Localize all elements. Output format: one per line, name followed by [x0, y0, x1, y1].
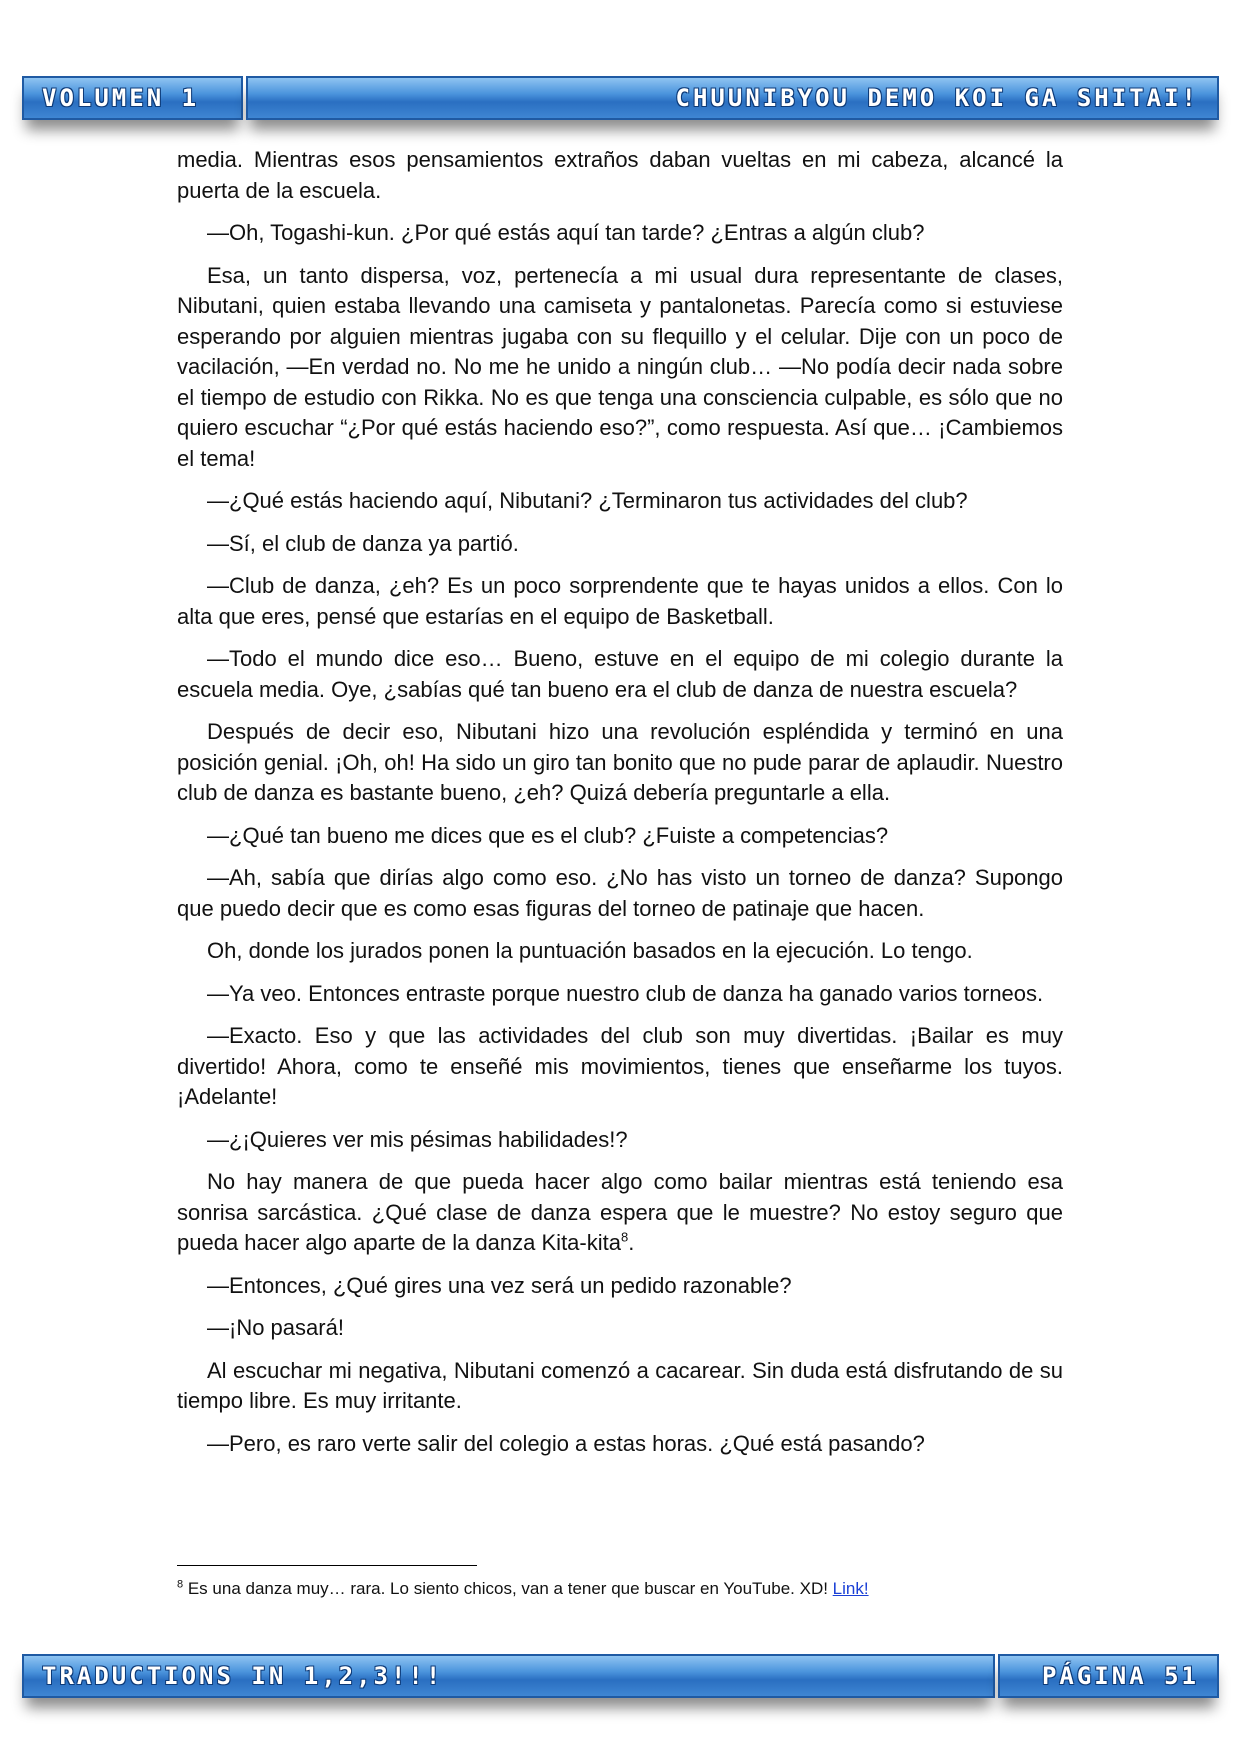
paragraph-text: No hay manera de que pueda hacer algo como bailar mientras está teniendo esa sonrisa sarcástica. ¿Qué clase de danza espera que le muestre? No estoy seguro que pueda hacer algo aparte de la danza Kita-kita: [177, 1169, 1063, 1255]
paragraph: —Club de danza, ¿eh? Es un poco sorprendente que te hayas unidos a ellos. Con lo alta que eres, pensé que estarías en el equipo de Basketball.: [177, 573, 1063, 629]
paragraph: —Pero, es raro verte salir del colegio a estas horas. ¿Qué está pasando?: [207, 1430, 925, 1456]
page-number: PÁGINA 51: [1041, 1662, 1199, 1690]
paragraph-with-footnote: [177, 1167, 1063, 1259]
footnote-number: 8: [177, 1578, 184, 1591]
paragraph: Después de decir eso, Nibutani hizo una revolución espléndida y terminó en una posición genial. ¡Oh, oh! Ha sido un giro tan bonito que no pude parar de aplaudir. Nuestro club de danza es bastante bueno, ¿eh? Quizá debería preguntarle a ella.: [177, 719, 1063, 805]
paragraph: Al escuchar mi negativa, Nibutani comenzó a cacarear. Sin duda está disfrutando de su tiempo libre. Es muy irritante.: [177, 1357, 1063, 1413]
header-volume-bar: [22, 76, 243, 120]
paragraph: —¿¡Quieres ver mis pésimas habilidades!?: [207, 1126, 628, 1152]
paragraph: —Entonces, ¿Qué gires una vez será un pedido razonable?: [207, 1272, 792, 1298]
footer-page-bar: [998, 1654, 1219, 1698]
paragraph: —Ya veo. Entonces entraste porque nuestro club de danza ha ganado varios torneos.: [207, 980, 1044, 1006]
paragraph: Esa, un tanto dispersa, voz, pertenecía a mi usual dura representante de clases, Nibutani, quien estaba llevando una camiseta y pantalonetas. Parecía como si estuviese esperando por alguien mientras jugaba con su flequillo y el celular. Dije con un poco de vacilación, —En verdad no. No me he unido a ningún club… —No podía decir nada sobre el tiempo de estudio con Rikka. No es que tenga una consciencia culpable, es sólo que no quiero escuchar “¿Por qué estás haciendo eso?”, como respuesta. Así que… ¡Cambiemos el tema!: [177, 262, 1063, 471]
paragraph: —¿Qué tan bueno me dices que es el club? ¿Fuiste a competencias?: [207, 822, 889, 848]
footnote-divider: [177, 1565, 477, 1566]
paragraph: —Todo el mundo dice eso… Bueno, estuve en el equipo de mi colegio durante la escuela media. Oye, ¿sabías qué tan bueno era el club de danza de nuestra escuela?: [177, 646, 1063, 702]
footnote-text: Es una danza muy… rara. Lo siento chicos, van a tener que buscar en YouTube. XD!: [183, 1579, 833, 1598]
footnote-link[interactable]: Link!: [832, 1579, 869, 1598]
header-title-bar: [246, 76, 1219, 120]
footnote: [177, 1577, 1063, 1601]
paragraph: —Oh, Togashi-kun. ¿Por qué estás aquí tan tarde? ¿Entras a algún club?: [207, 220, 925, 245]
header-series-title: CHUUNIBYOU DEMO KOI GA SHITAI!: [675, 84, 1199, 112]
paragraph: —¿Qué estás haciendo aquí, Nibutani? ¿Terminaron tus actividades del club?: [207, 488, 968, 513]
paragraph: Oh, donde los jurados ponen la puntuación basados en la ejecución. Lo tengo.: [207, 938, 973, 963]
page-body: [177, 145, 1063, 1471]
header-volume-label: VOLUMEN 1: [42, 84, 200, 112]
paragraph: —¡No pasará!: [207, 1315, 344, 1340]
footer-group-label: TRADUCTIONS IN 1,2,3!!!: [42, 1662, 444, 1690]
paragraph-text-end: .: [628, 1230, 635, 1255]
paragraph: —Exacto. Eso y que las actividades del club son muy divertidas. ¡Bailar es muy divertido! Ahora, como te enseñé mis movimientos, tienes que enseñarme los tuyos. ¡Adelante!: [177, 1023, 1063, 1109]
paragraph: media. Mientras esos pensamientos extraños daban vueltas en mi cabeza, alcancé la puerta de la escuela.: [177, 147, 1063, 203]
paragraph: —Ah, sabía que dirías algo como eso. ¿No has visto un torneo de danza? Supongo que puedo decir que es como esas figuras del torneo de patinaje que hacen.: [177, 865, 1063, 921]
footer-group-bar: [22, 1654, 995, 1698]
paragraph: —Sí, el club de danza ya partió.: [207, 530, 519, 556]
footnote-ref: 8: [620, 1229, 629, 1245]
